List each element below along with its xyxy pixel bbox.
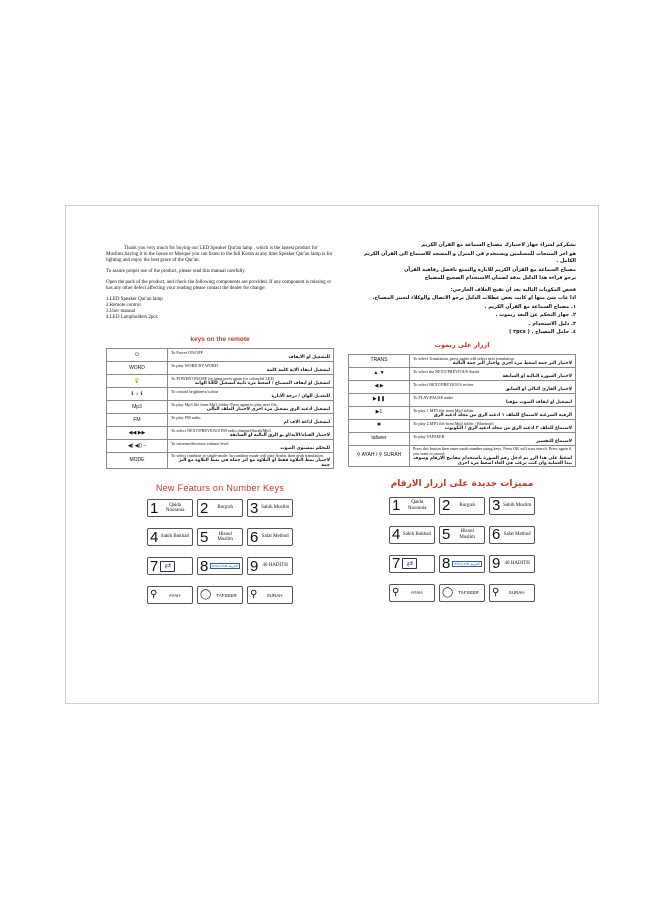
- remote-keys-table: [106, 348, 334, 469]
- description-arabic: اضغط على هذا الزر ثم ادخل رقم السورة باستخدام مفاتيح الارقام وسوف تبدا العملية وان كنت ترغب في الغاء اضغط مرة اخرى: [413, 455, 572, 466]
- number-key-digit: 4: [150, 528, 159, 546]
- description-english: To play Mp3 file from Mp3 folder. Press again to play next file.: [171, 402, 278, 407]
- number-key-label: Ruqyah: [217, 505, 233, 511]
- remote-keys-title-ar: ازرار على ريموت: [434, 340, 490, 349]
- number-key-label: 40 HADITH: [504, 560, 530, 566]
- description-english: To select the NEXT/PREVIOUS Surah: [413, 368, 479, 374]
- number-key: [389, 584, 435, 602]
- remote-key-row: [107, 362, 334, 375]
- intro-line: ٣. دليل الاستخدام .: [528, 320, 576, 327]
- intro-line: ٤. حامل المصباح . ( ٢pcs ): [509, 329, 576, 335]
- number-key: [197, 557, 243, 575]
- remote-key-row: [107, 401, 334, 414]
- remote-key-row: [107, 388, 334, 401]
- number-keys-grid: [106, 499, 334, 604]
- intro-paragraph: Thank you very much for buying our LED Speaker Qur'an lamp , which is the lastest product for Muslims,having it in the house or Mosque you can listen to the full Koran at any time.Speaker Qur'an lamp is for lighting and enjoy the best grace of the Qur'an.: [106, 246, 333, 263]
- description-arabic: لاختيار التر جمة اضغط مرة اخرى واختار التر جمة التالية: [452, 360, 572, 366]
- description-english: To POWER ON/OFF for lamp press again for colourful LED: [171, 376, 274, 381]
- number-key-digit: 3: [492, 497, 501, 514]
- arabic-intro: [348, 242, 576, 337]
- intro-line: نرجو قراءة هذا الدليل بدقة لضمان الاستخدام الصحيح للمصباح: [424, 275, 576, 281]
- number-key-digit: 9: [250, 557, 259, 575]
- number-key: [439, 497, 485, 515]
- number-key: [247, 528, 293, 546]
- number-key-digit: ◯: [442, 586, 454, 598]
- remote-key-symbol: ◀) ◀)) –: [107, 440, 168, 453]
- number-key-label: Qaida Noorania: [407, 500, 427, 511]
- description-arabic: للتشغيل او الايقاف: [288, 355, 330, 360]
- remote-key-symbol: tafseer: [349, 432, 410, 445]
- number-key-label: ENGLISH العربية: [454, 561, 480, 566]
- component-item: 4.LED Lampholders 2pcs: [106, 315, 158, 320]
- remote-key-symbol: TRANS: [349, 354, 410, 367]
- number-key: [197, 528, 243, 546]
- number-key-label: Qaida Noorania: [165, 502, 185, 513]
- description-english: To control brightness/colour: [171, 389, 219, 394]
- remote-key-description: [410, 445, 576, 466]
- remote-key-description: [168, 453, 334, 469]
- description-english: To play WORD BY WORD: [171, 363, 218, 368]
- number-key-label: TAFSEER: [216, 592, 237, 598]
- number-key: [247, 557, 293, 575]
- component-item: 1.LED Speaker Qur'an lamp: [106, 297, 163, 302]
- description-english: To play 1.MP3 file from Mp3 folder: [413, 407, 474, 413]
- description-arabic: لاختيار القارئ التالي او السابق: [505, 386, 572, 392]
- number-key: [247, 499, 293, 517]
- description-arabic: لتشغيل ادعيه الرق تشغيل مرة اخرى لاختيار الملف التالي: [206, 407, 330, 412]
- number-key-label: Salat Method: [261, 534, 289, 540]
- remote-key-symbol: ✱: [349, 419, 410, 432]
- number-key-label: Sahih Muslim: [261, 505, 290, 511]
- number-key-digit: ⚲: [150, 589, 158, 600]
- remote-key-symbol: ⚲ AYAH / ⚲ SURAH: [349, 445, 410, 466]
- remote-key-row: [107, 440, 334, 453]
- remote-key-symbol: 💡: [107, 375, 168, 388]
- number-key-digit: 6: [250, 528, 259, 546]
- number-key-digit: ⚲: [250, 589, 258, 600]
- remote-key-description: [168, 401, 334, 414]
- intro-line: اذا غاب شئ منها او كانت بعض عطلات الدليل نرجو الاتصال والوكلاء لتغيير المصباح.: [372, 295, 576, 301]
- number-key-digit: ⚲: [392, 586, 400, 598]
- number-key: [147, 528, 193, 546]
- remote-key-symbol: WORD: [107, 362, 168, 375]
- number-key-label: ⇄: [402, 558, 417, 569]
- remote-key-description: [168, 362, 334, 375]
- remote-key-description: [168, 375, 334, 388]
- number-key: [147, 499, 193, 517]
- number-key-digit: 2: [442, 497, 451, 514]
- remote-key-symbol: ▲ ▼: [349, 367, 410, 380]
- number-key-label: SURAH: [508, 590, 525, 595]
- number-key: [389, 526, 435, 544]
- remote-key-row: [349, 432, 576, 445]
- remote-key-row: [349, 445, 576, 466]
- number-key: [489, 497, 535, 515]
- number-key-digit: 9: [492, 555, 501, 572]
- remote-key-symbol: ▶1: [349, 406, 410, 419]
- arabic-page: [348, 206, 576, 703]
- number-key-label: 40 HADITH: [262, 563, 288, 569]
- description-english: To select NEXT/PREVIOUS FM radio channel/Surah/Mp3: [171, 428, 271, 433]
- description-english: Press this button then enter surah number using keys. Press OK will start search. Press again if you want to cancel.: [413, 445, 572, 456]
- number-key-label: Hisnul Muslim: [217, 531, 233, 542]
- description-arabic: لاستماع للملف ٢ ادعيه الرق من مجلد ادعيه الرق / البلوتوث: [444, 425, 572, 431]
- intro-paragraph: To assure proper use of the product, please read this manual carefully.: [106, 269, 246, 274]
- remote-key-description: [410, 367, 576, 380]
- remote-key-row: [107, 414, 334, 427]
- remote-key-description: [168, 414, 334, 427]
- description-english: To PLAY/PAUSE audio: [413, 394, 454, 400]
- number-key: [489, 526, 535, 544]
- description-english: To play 2.MP3 file from Mp3 folder / Bluetooth: [413, 420, 494, 426]
- description-arabic: الرقية الشرعية لاستماع للملف ١ ادعيه الرق من مجلد ادعيه الرق: [433, 412, 572, 418]
- number-key-label: TAFSEER: [458, 590, 479, 595]
- description-english: To play TAFSEER: [413, 433, 445, 439]
- number-key-digit: 3: [250, 499, 259, 517]
- number-key-digit: 7: [150, 557, 159, 575]
- description-arabic: لتشغيل اذاعة الاف ام: [283, 420, 330, 425]
- number-key: [147, 557, 193, 575]
- remote-key-description: [410, 354, 576, 367]
- english-intro: [106, 246, 334, 321]
- component-item: 3.User manual: [106, 309, 136, 314]
- intro-line: ٢. جهاز التحكم عن البعد ريموت .: [495, 312, 576, 318]
- number-key-label: ENGLISH العربية: [212, 564, 238, 568]
- remote-key-row: [349, 406, 576, 419]
- remote-key-description: [410, 380, 576, 393]
- description-english: To Power ON/OFF: [171, 350, 204, 355]
- remote-key-description: [410, 393, 576, 406]
- number-key-digit: 5: [200, 528, 209, 546]
- features-title: New Featurs on Number Keys: [155, 483, 285, 493]
- description-arabic: لتشغيل انتقاء الاية كلمة كلمة: [266, 368, 330, 373]
- number-key: [197, 499, 243, 517]
- number-key-label: Salat Method: [503, 531, 531, 537]
- remote-key-symbol: MODE: [107, 453, 168, 469]
- manual-sheet: [65, 205, 599, 704]
- description-english: To select NEXT/PREVIOUS reciter: [413, 381, 474, 387]
- number-key: [147, 586, 193, 604]
- number-key-label: Sahih Bukhari: [402, 531, 432, 537]
- number-key-digit: 6: [492, 526, 501, 543]
- remote-key-row: [107, 453, 334, 469]
- intro-line: ١. مصباح السماعة مع القرآن الكريم .: [484, 303, 576, 310]
- remote-key-symbol: ℹ ☼ ℹ: [107, 388, 168, 401]
- number-key-label: Sahih Bukhari: [160, 534, 190, 540]
- number-key-digit: 4: [392, 526, 401, 543]
- remote-key-description: [410, 406, 576, 419]
- description-arabic: لاختيار السورة التالية او السابقة: [502, 373, 572, 379]
- intro-line: مصباح السماعة مع القرآن الكريم للانارة والتمتع بافضل رفاهية القرآن: [404, 266, 576, 273]
- number-key-label: Hisnul Muslim: [459, 529, 475, 540]
- number-key-digit: 7: [392, 555, 401, 572]
- number-key-digit: 2: [200, 499, 209, 517]
- intro-line: فحص المكونات التالية بعد ان تفتح الغلاف الخارجي:: [450, 286, 576, 293]
- component-item: 2.Remote control: [106, 303, 141, 308]
- remote-key-description: [168, 440, 334, 453]
- number-key-digit: 8: [200, 557, 209, 575]
- number-key-label: SURAH: [266, 592, 283, 598]
- remote-key-row: [107, 349, 334, 362]
- description-english: To play FM radio.: [171, 415, 202, 420]
- features-title-ar: مميزات جديدة على ازرار الارقام: [390, 478, 534, 489]
- number-key: [197, 586, 243, 604]
- number-key-digit: 5: [442, 526, 451, 543]
- number-key-digit: 1: [392, 497, 401, 514]
- remote-key-row: [349, 419, 576, 432]
- number-key: [489, 584, 535, 602]
- description-english: To increase/decrease volume level: [171, 441, 229, 446]
- description-arabic: لتشغيل او ايقاف المصباح / اضغط مرة ثانية لتشغيل LED الوانه: [195, 381, 330, 386]
- intro-line: هو اخر المنتجات للمسلمين ويستخدم في المنزل و المسجد للاستماع الى القرآن الكريم الكامل .: [363, 250, 576, 264]
- description-arabic: لتشغيل او ايقاف الصوت مؤقتا: [506, 399, 572, 405]
- number-key-digit: ◯: [200, 589, 212, 600]
- remote-keys-title: keys on the remote: [190, 336, 250, 343]
- remote-key-symbol: Mp3: [107, 401, 168, 414]
- number-key-digit: ⚲: [492, 586, 500, 598]
- number-key: [389, 555, 435, 573]
- number-key-label: ⇄: [160, 561, 175, 572]
- remote-key-row: [349, 380, 576, 393]
- english-page: [106, 206, 334, 703]
- description-english: To select combine or single mode. In combine mode will play Arabic then ayah translation.: [171, 453, 324, 458]
- remote-key-row: [107, 375, 334, 388]
- remote-key-symbol: ◀ ▶: [349, 380, 410, 393]
- number-key-digit: 8: [442, 555, 451, 572]
- number-keys-grid-ar: [348, 497, 576, 602]
- remote-key-description: [410, 432, 576, 445]
- remote-key-symbol: ◀◀ ▶▶: [107, 427, 168, 440]
- intro-paragraph: Open the pack of the product, and check the following components are provided. If any component is missing or has any other defect affecting your reading please contact the dealer for change:: [106, 280, 332, 291]
- remote-key-description: [410, 419, 576, 432]
- number-key: [439, 584, 485, 602]
- description-arabic: لاختيار نمط التلاوة فقط او التلاوة مع اثر جملة في نمط التلاوة مع التر جمة: [178, 458, 330, 468]
- intro-line: نشكركم لشراء جهاز لاختيارك مصباح السماعة مع القرآن الكريم: [421, 242, 576, 248]
- number-key: [389, 497, 435, 515]
- description-arabic: لاختيار القناة/الآية/او بو الرق التالية او السابقة: [229, 433, 330, 438]
- remote-key-row: [349, 354, 576, 367]
- description-arabic: لاستماع للتفسير: [536, 438, 572, 444]
- remote-key-symbol: ▶❚❚: [349, 393, 410, 406]
- number-key: [489, 555, 535, 573]
- remote-key-symbol: ⏻: [107, 349, 168, 362]
- remote-key-description: [168, 388, 334, 401]
- number-key-label: Ruqyah: [459, 502, 475, 508]
- number-key: [439, 555, 485, 573]
- description-arabic: للتعديل الوان / درجة الانارة: [271, 394, 330, 399]
- description-arabic: للتحكم بمستوى الصوت: [280, 446, 330, 451]
- number-key-label: AYAH: [410, 590, 423, 595]
- number-key-digit: 1: [150, 499, 159, 517]
- remote-key-description: [168, 427, 334, 440]
- number-key: [439, 526, 485, 544]
- number-key-label: AYAH: [168, 592, 181, 598]
- number-key: [247, 586, 293, 604]
- remote-key-row: [349, 393, 576, 406]
- remote-key-description: [168, 349, 334, 362]
- remote-key-row: [349, 367, 576, 380]
- remote-key-row: [107, 427, 334, 440]
- remote-key-symbol: FM: [107, 414, 168, 427]
- number-key-label: Sahih Muslim: [503, 502, 532, 508]
- description-english: To select Translation, press again will select next translation: [413, 355, 514, 361]
- remote-keys-table-ar: [348, 354, 576, 467]
